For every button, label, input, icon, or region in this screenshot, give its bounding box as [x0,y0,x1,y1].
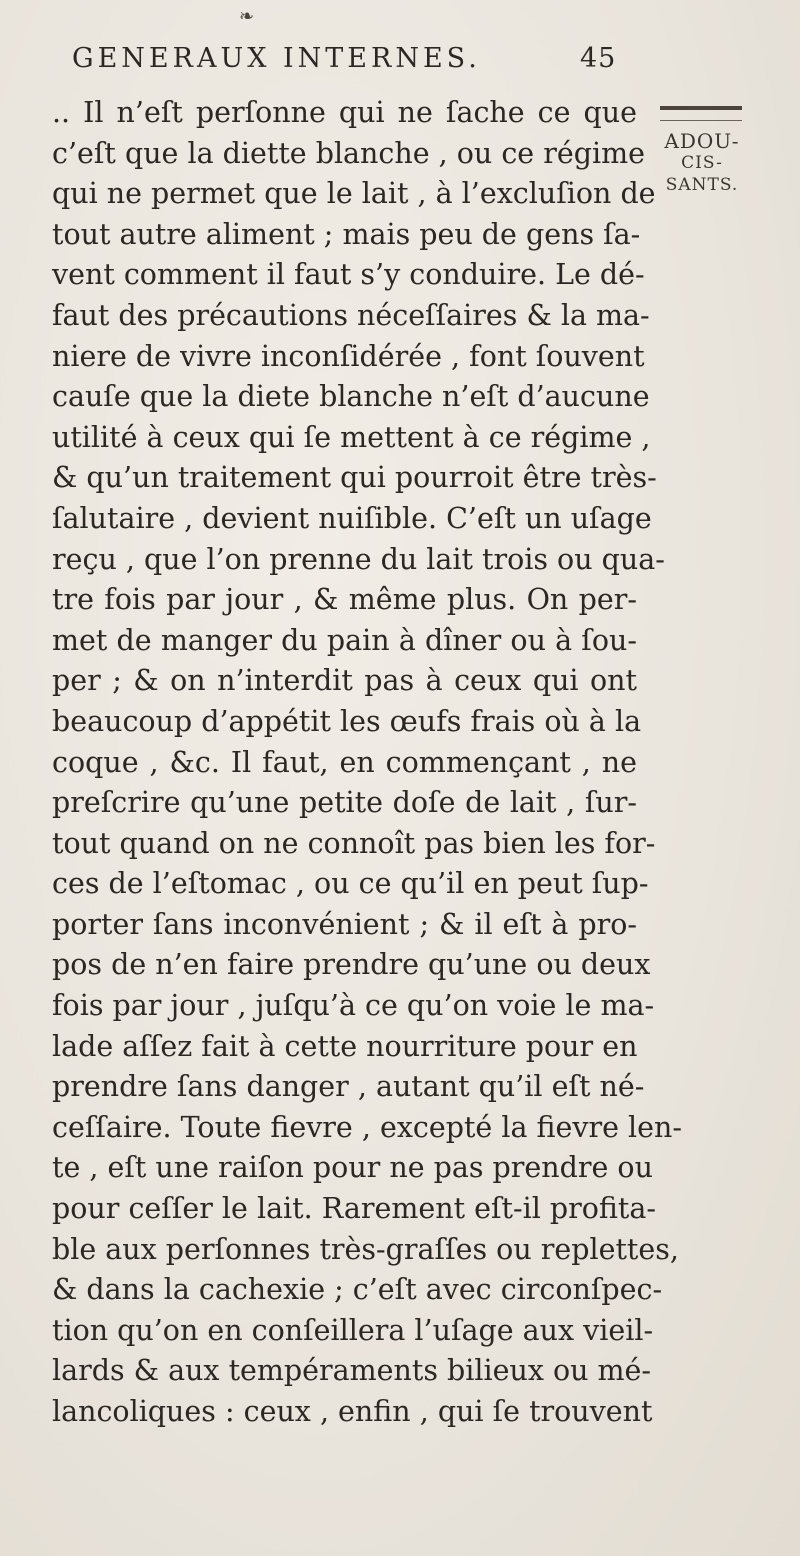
body-text [52,93,683,1433]
margin-note-line: SANTS. [665,175,739,195]
text-line: lards & aux tempéraments bilieux ou mé- [52,1354,652,1388]
page-number: 45 [580,43,617,74]
ornament-icon: ❧ [239,6,255,27]
text-line: tre fois par jour , & même plus. On per- [52,583,637,617]
text-line: porter ſans inconvénient ; & il eſt à pro- [52,907,637,941]
margin-note-line: CIS- [681,153,723,173]
text-line: te , eſt une raiſon pour ne pas prendre ou [52,1151,653,1185]
margin-rule [660,106,742,121]
text-line: .. Il n’eſt perſonne qui ne ſache ce que [52,96,637,129]
text-line: tout autre aliment ; mais peu de gens ſa- [52,217,641,251]
text-line: coque , &c. Il faut, en commençant , ne [52,745,637,779]
text-line: reçu , que l’on prenne du lait trois ou qua- [52,542,665,576]
text-line: prendre ſans danger , autant qu’il eſt né- [52,1070,645,1104]
text-line: vent comment il faut s’y conduire. Le dé- [52,258,645,292]
text-line: niere de vivre inconſidérée , font ſouvent [52,339,645,373]
text-line: preſcrire qu’une petite doſe de lait , ſur- [52,786,637,820]
text-line: faut des précautions néceſſaires & la ma- [52,298,650,332]
margin-note-line: ADOU- [664,129,740,153]
text-line: per ; & on n’interdit pas à ceux qui ont [52,664,637,698]
text-line: c’eſt que la diette blanche , ou ce régime [52,136,645,170]
text-line: & qu’un traitement qui pourroit être très- [52,461,657,495]
text-line: lancoliques : ceux , enfin , qui ſe trouvent [52,1395,653,1428]
text-line: pos de n’en faire prendre qu’une ou deux [52,948,651,982]
text-line: ſalutaire , devient nuiſible. C’eſt un uſage [52,501,652,535]
margin-note [657,130,747,196]
text-line: fois par jour , juſqu’à ce qu’on voie le ma- [52,989,655,1023]
text-line: tout quand on ne connoît pas bien les for- [52,826,656,860]
text-line: ceſſaire. Toute fievre , excepté la fievre len- [52,1110,683,1144]
text-line: qui ne permet que le lait , à l’excluſion de [52,177,656,211]
text-line: & dans la cachexie ; c’eſt avec circonſpec- [52,1273,663,1307]
text-line: utilité à ceux qui ſe mettent à ce régime , [52,420,651,454]
text-line: ces de l’eſtomac , ou ce qu’il en peut ſup- [52,867,649,901]
text-line: lade aſſez fait à cette nourriture pour en [52,1029,638,1063]
text-line: cauſe que la diete blanche n’eſt d’aucune [52,380,650,414]
running-title: GENERAUX INTERNES. [72,43,481,74]
running-header [72,43,632,83]
text-line: ble aux perſonnes très-graſſes ou replettes, [52,1232,679,1266]
text-line: pour ceſſer le lait. Rarement eſt-il profita- [52,1192,656,1226]
text-line: met de manger du pain à dîner ou à ſou- [52,623,637,657]
text-line: tion qu’on en conſeillera l’uſage aux vieil- [52,1313,654,1347]
text-line: beaucoup d’appétit les œufs frais où à la [52,704,642,738]
